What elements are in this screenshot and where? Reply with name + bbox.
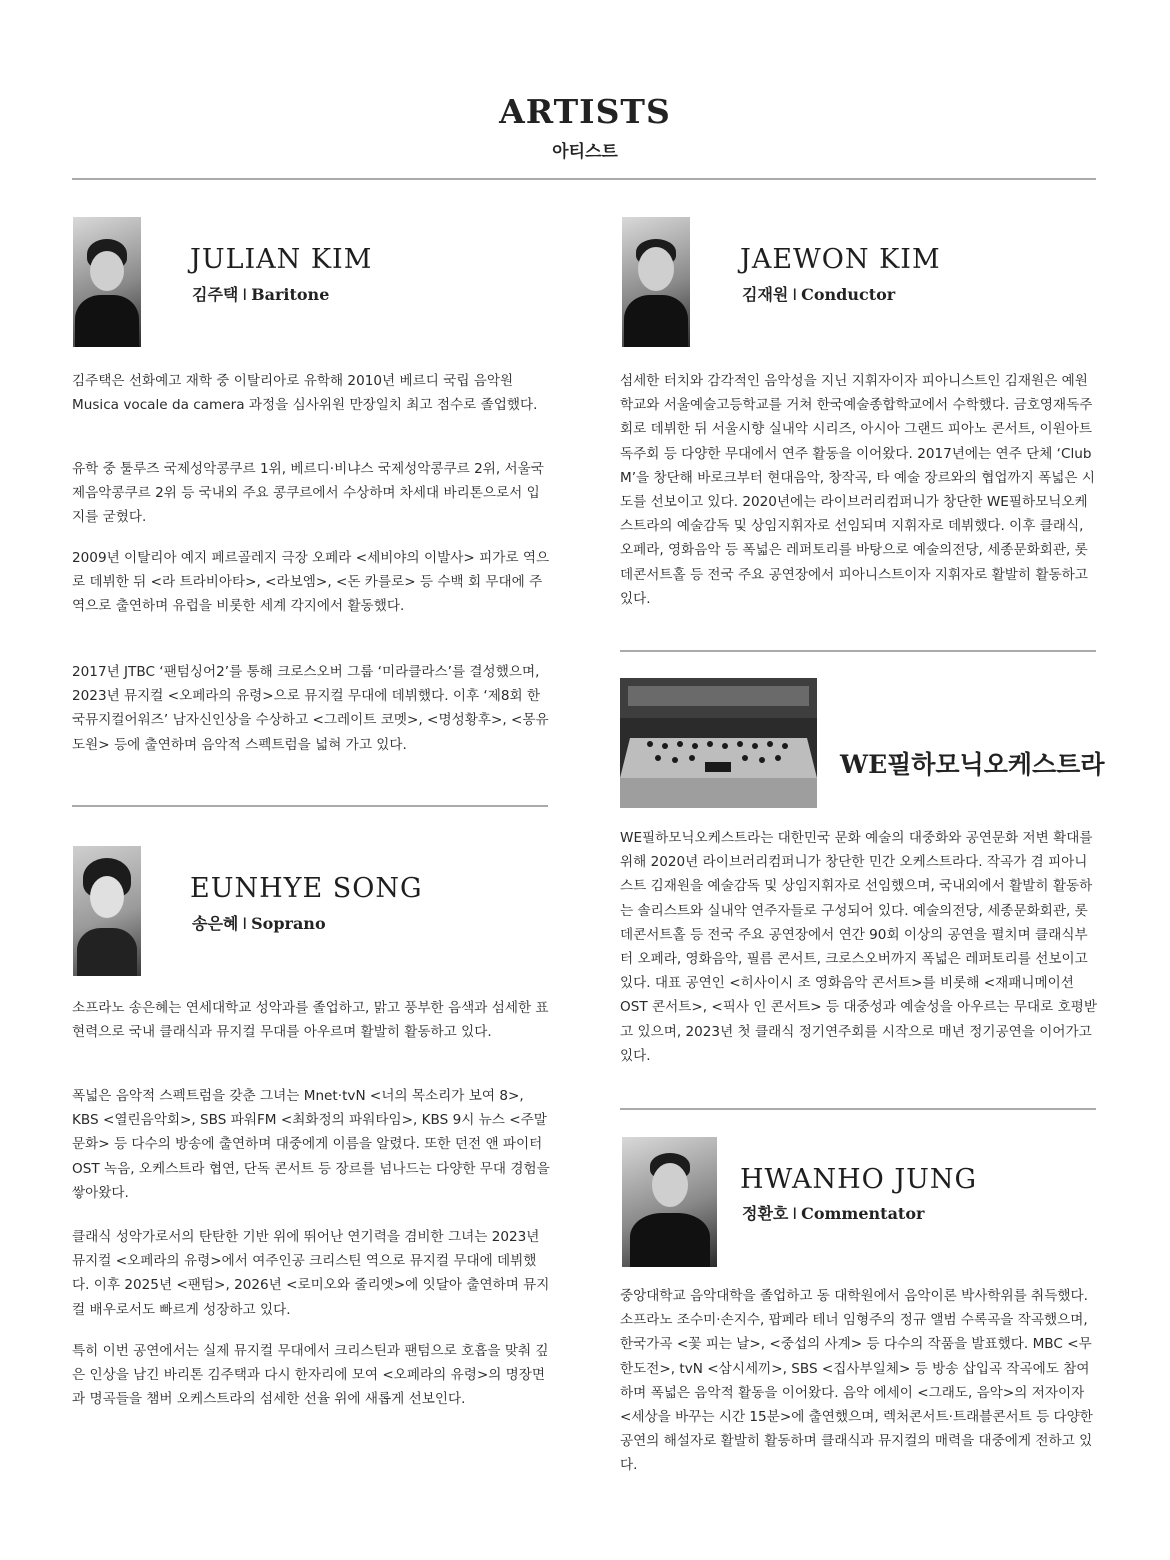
artist-role [192,282,329,305]
section-divider [620,1108,1096,1110]
bio-paragraph: WE필하모닉오케스트라는 대한민국 문화 예술의 대중화와 공연문화 저변 확대를 위해 2020년 라이브러리컴퍼니가 창단한 민간 오케스트라다. 작곡가 겸 피아니스트 김재원을 예술감독 및 상임지휘자로 선임했으며, 국내외에서 활발히 활동하는 솔리스트와 실내악 연주자들로 구성되어 있다. 예술의전당, 세종문화회관, 롯데콘서트홀 등 전국 주요 공연장에서 연간 90회 이상의 공연을 펼치며 클래식부터 오페라, 영화음악, 필름 콘서트, 크로스오버까지 폭넓은 레퍼토리를 선보이고 있다. 대표 공연인 <히사이시 조 영화음악 콘서트>를 비롯해 <재패니메이션 OST 콘서트>, <픽사 인 콘서트> 등 대중성과 예술성을 아우르는 무대로 호평받고 있으며, 2023년 첫 클래식 정기연주회를 시작으로 매년 정기공연을 이어가고 있다. [620,830,1098,1064]
artist-role [742,1201,924,1224]
bio-paragraph: 2009년 이탈리아 예지 페르골레지 극장 오페라 <세비야의 이발사> 피가로 역으로 데뷔한 뒤 <라 트라비아타>, <라보엠>, <돈 카를로> 등 수백 회 무대에 주역으로 출연하며 유럽을 비롯한 세계 각지에서 활동했다. [72,550,550,615]
eunhye-song-photo [73,846,141,976]
artist-name: HWANHO JUNG [740,1164,978,1195]
artist-korean-name: 김재원 [742,285,789,304]
bio-paragraph: 섬세한 터치와 감각적인 음악성을 지닌 지휘자이자 피아니스트인 김재원은 예원학교와 서울예술고등학교를 거쳐 한국예술종합학교에서 수학했다. 금호영재독주회로 데뷔한 뒤 서울시향 실내악 시리즈, 아시아 그랜드 피아노 콘서트, 이원아트 독주회 등 다양한 무대에서 연주 활동을 이어왔다. 2017년에는 연주 단체 ‘Club M’을 창단해 바로크부터 현대음악, 창작곡, 타 예술 장르와의 협업까지 폭넓은 시도를 선보이고 있다. 2020년에는 라이브러리컴퍼니가 창단한 WE필하모닉오케스트라의 예술감독 및 상임지휘자로 선임되며 지휘자로 데뷔했다. 이후 클래식, 오페라, 영화음악 등 폭넓은 레퍼토리를 바탕으로 예술의전당, 세종문화회관, 롯데콘서트홀 등 전국 주요 공연장에서 피아니스트이자 지휘자로 활발히 활동하고 있다. [620,373,1095,607]
section-divider [72,805,548,807]
role-separator: I [792,285,798,304]
bio-paragraph: 2017년 JTBC ‘팬텀싱어2’를 통해 크로스오버 그룹 ‘미라클라스’를 결성했으며, 2023년 뮤지컬 <오페라의 유령>으로 뮤지컬 무대에 데뷔했다. 이후 ‘제8회 한국뮤지컬어워즈’ 남자신인상을 수상하고 <그레이트 코멧>, <명성황후>, <몽유도원> 등에 출연하며 음악적 스펙트럼을 넓혀 가고 있다. [72,664,549,753]
jaewon-kim-photo [622,217,690,347]
julian-kim-photo [73,217,141,347]
artist-korean-name: 송은혜 [192,914,239,933]
page-subtitle: 아티스트 [552,142,618,162]
bio-paragraph: 중앙대학교 음악대학을 졸업하고 동 대학원에서 음악이론 박사학위를 취득했다. 소프라노 조수미·손지수, 팝페라 테너 임형주의 정규 앨범 수록곡을 작곡했으며, 한국가곡 <꽃 피는 날>, <중섭의 사계> 등 다수의 작품을 발표했다. MBC <무한도전>, tvN <삼시세끼>, SBS <집사부일체> 등 방송 삽입곡 작곡에도 참여하며 폭넓은 음악적 활동을 이어왔다. 음악 에세이 <그래도, 음악>의 저자이자 <세상을 바꾸는 시간 15분>에 출연했으며, 렉처콘서트·트래블콘서트 등 다양한 공연의 해설자로 활발히 활동하며 클래식과 뮤지컬의 매력을 대중에게 전하고 있다. [620,1288,1093,1474]
artist-role-label: Baritone [251,285,330,304]
artist-name: JULIAN KIM [190,244,373,275]
artist-role-label: Commentator [801,1204,925,1223]
section-divider [620,650,1096,652]
bio-paragraph: 소프라노 송은혜는 연세대학교 성악과를 졸업하고, 맑고 풍부한 음색과 섬세한 표현력으로 국내 클래식과 뮤지컬 무대를 아우르며 활발히 활동하고 있다. [72,1000,549,1041]
page-header [0,92,1170,162]
artist-korean-name: 김주택 [192,285,239,304]
artist-role [742,282,895,305]
page-title: ARTISTS [499,92,671,131]
artist-role-label: Conductor [801,285,896,304]
artist-korean-name: 정환호 [742,1204,789,1223]
artist-role-label: Soprano [251,914,326,933]
role-separator: I [242,914,248,933]
artist-name: EUNHYE SONG [190,873,423,904]
orchestra-stage-image [620,678,817,808]
role-separator: I [242,285,248,304]
role-separator: I [792,1204,798,1223]
header-divider [72,178,1096,180]
bio-paragraph: 유학 중 툴루즈 국제성악콩쿠르 1위, 베르디·비냐스 국제성악콩쿠르 2위, 서울국제음악콩쿠르 2위 등 국내외 주요 콩쿠르에서 수상하며 차세대 바리톤으로서 입지를 굳혔다. [72,461,544,526]
bio-paragraph: 특히 이번 공연에서는 실제 뮤지컬 무대에서 크리스틴과 팬텀으로 호흡을 맞춰 깊은 인상을 남긴 바리톤 김주택과 다시 한자리에 모여 <오페라의 유령>의 명장면과 명곡들을 챔버 오케스트라의 섬세한 선율 위에 새롭게 선보인다. [72,1343,549,1408]
artist-role [192,911,326,934]
bio-paragraph: 폭넓은 음악적 스펙트럼을 갖춘 그녀는 Mnet·tvN <너의 목소리가 보여 8>, KBS <열린음악회>, SBS 파워FM <최화정의 파워타임>, KBS 9시 뉴스 <주말 문화> 등 다수의 방송에 출연하며 대중에게 이름을 알렸다. 또한 던전 앤 파이터 OST 녹음, 오케스트라 협연, 단독 콘서트 등 장르를 넘나드는 다양한 무대 경험을 쌓아왔다. [72,1088,550,1201]
bio-paragraph: 김주택은 선화예고 재학 중 이탈리아로 유학해 2010년 베르디 국립 음악원 Musica vocale da camera 과정을 심사위원 만장일치 최고 점수로 졸업했다. [72,373,538,414]
orchestra-name: WE필하모닉오케스트라 [840,750,1105,779]
bio-paragraph: 클래식 성악가로서의 탄탄한 기반 위에 뛰어난 연기력을 겸비한 그녀는 2023년 뮤지컬 <오페라의 유령>에서 여주인공 크리스틴 역으로 뮤지컬 무대에 데뷔했다. 이후 2025년 <팬텀>, 2026년 <로미오와 줄리엣>에 잇달아 출연하며 뮤지컬 배우로서도 빠르게 성장하고 있다. [72,1229,550,1318]
hwanho-jung-photo [622,1137,717,1267]
artist-name: JAEWON KIM [740,244,941,275]
orchestra-photo [620,678,817,808]
